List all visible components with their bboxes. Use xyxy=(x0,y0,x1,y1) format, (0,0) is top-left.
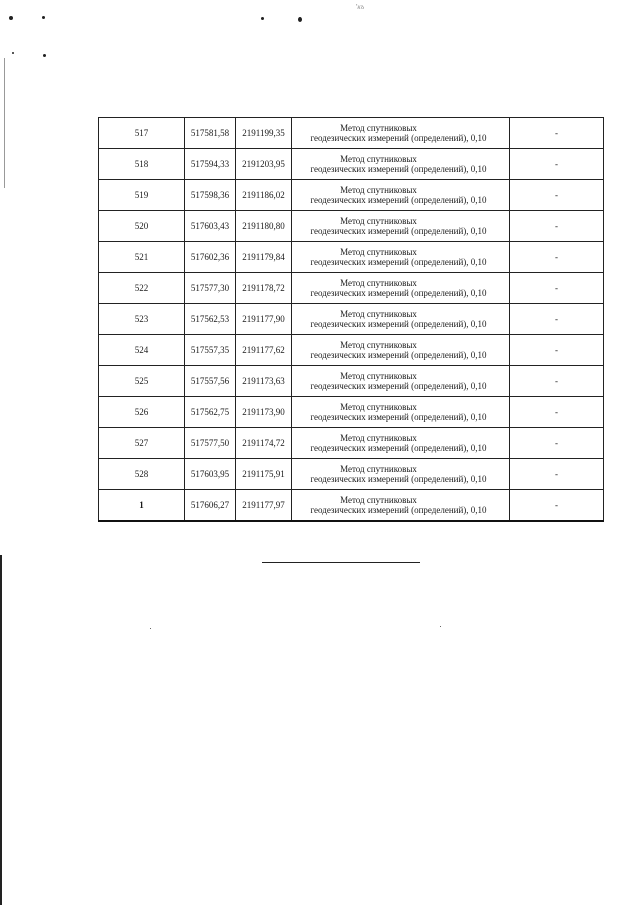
note-cell: - xyxy=(510,490,604,522)
point-number-cell: 526 xyxy=(99,397,185,428)
scan-speck xyxy=(261,17,264,20)
x-coordinate-cell: 517557,56 xyxy=(185,366,236,397)
point-number-cell: 522 xyxy=(99,273,185,304)
y-coordinate-cell: 2191174,72 xyxy=(236,428,292,459)
x-coordinate-cell: 517562,53 xyxy=(185,304,236,335)
note-cell: - xyxy=(510,459,604,490)
method-cell xyxy=(292,304,510,335)
note-cell: - xyxy=(510,335,604,366)
table-row xyxy=(99,180,604,211)
x-coordinate-cell: 517598,36 xyxy=(185,180,236,211)
page-mark: ’къ xyxy=(355,3,365,11)
point-number-cell: 1 xyxy=(99,490,185,522)
table-row xyxy=(99,118,604,149)
note-cell: - xyxy=(510,304,604,335)
table-row xyxy=(99,335,604,366)
y-coordinate-cell: 2191179,84 xyxy=(236,242,292,273)
method-line-1: Метод спутниковых xyxy=(340,185,417,195)
point-number-cell: 517 xyxy=(99,118,185,149)
method-line-2: геодезических измерений (определений), 0,10 xyxy=(310,474,487,484)
method-line-2: геодезических измерений (определений), 0,10 xyxy=(310,288,487,298)
note-cell: - xyxy=(510,273,604,304)
x-coordinate-cell: 517562,75 xyxy=(185,397,236,428)
y-coordinate-cell: 2191177,62 xyxy=(236,335,292,366)
method-line-1: Метод спутниковых xyxy=(340,464,417,474)
table-row xyxy=(99,428,604,459)
x-coordinate-cell: 517606,27 xyxy=(185,490,236,522)
method-cell xyxy=(292,180,510,211)
x-coordinate-cell: 517594,33 xyxy=(185,149,236,180)
y-coordinate-cell: 2191177,97 xyxy=(236,490,292,522)
method-line-2: геодезических измерений (определений), 0,10 xyxy=(310,381,487,391)
y-coordinate-cell: 2191177,90 xyxy=(236,304,292,335)
method-cell xyxy=(292,490,510,522)
scan-edge-top xyxy=(4,58,5,188)
method-cell xyxy=(292,149,510,180)
method-line-2: геодезических измерений (определений), 0,10 xyxy=(310,350,487,360)
note-cell: - xyxy=(510,211,604,242)
method-cell xyxy=(292,211,510,242)
method-cell xyxy=(292,366,510,397)
method-line-2: геодезических измерений (определений), 0,10 xyxy=(310,319,487,329)
method-line-1: Метод спутниковых xyxy=(340,433,417,443)
point-number-cell: 521 xyxy=(99,242,185,273)
signature-line xyxy=(262,562,420,563)
table-row xyxy=(99,242,604,273)
x-coordinate-cell: 517581,58 xyxy=(185,118,236,149)
table-row xyxy=(99,149,604,180)
method-line-1: Метод спутниковых xyxy=(340,278,417,288)
method-line-2: геодезических измерений (определений), 0,10 xyxy=(310,133,487,143)
x-coordinate-cell: 517603,43 xyxy=(185,211,236,242)
method-cell xyxy=(292,118,510,149)
coordinates-table xyxy=(98,117,604,522)
note-cell: - xyxy=(510,397,604,428)
y-coordinate-cell: 2191186,02 xyxy=(236,180,292,211)
point-number-cell: 519 xyxy=(99,180,185,211)
scan-speck xyxy=(42,16,45,19)
x-coordinate-cell: 517603,95 xyxy=(185,459,236,490)
y-coordinate-cell: 2191178,72 xyxy=(236,273,292,304)
point-number-cell: 527 xyxy=(99,428,185,459)
method-line-2: геодезических измерений (определений), 0,10 xyxy=(310,164,487,174)
y-coordinate-cell: 2191173,90 xyxy=(236,397,292,428)
x-coordinate-cell: 517602,36 xyxy=(185,242,236,273)
note-cell: - xyxy=(510,180,604,211)
scan-speck xyxy=(12,52,14,54)
note-cell: - xyxy=(510,118,604,149)
x-coordinate-cell: 517577,50 xyxy=(185,428,236,459)
table-row xyxy=(99,273,604,304)
method-line-1: Метод спутниковых xyxy=(340,402,417,412)
y-coordinate-cell: 2191180,80 xyxy=(236,211,292,242)
method-line-2: геодезических измерений (определений), 0,10 xyxy=(310,505,487,515)
point-number-cell: 528 xyxy=(99,459,185,490)
method-line-1: Метод спутниковых xyxy=(340,247,417,257)
y-coordinate-cell: 2191199,35 xyxy=(236,118,292,149)
method-line-2: геодезических измерений (определений), 0,10 xyxy=(310,226,487,236)
table-row xyxy=(99,459,604,490)
method-line-2: геодезических измерений (определений), 0,10 xyxy=(310,195,487,205)
y-coordinate-cell: 2191175,91 xyxy=(236,459,292,490)
method-line-1: Метод спутниковых xyxy=(340,309,417,319)
point-number-cell: 524 xyxy=(99,335,185,366)
note-cell: - xyxy=(510,242,604,273)
x-coordinate-cell: 517557,35 xyxy=(185,335,236,366)
x-coordinate-cell: 517577,30 xyxy=(185,273,236,304)
point-number-cell: 518 xyxy=(99,149,185,180)
method-line-1: Метод спутниковых xyxy=(340,495,417,505)
method-line-2: геодезических измерений (определений), 0,10 xyxy=(310,443,487,453)
method-line-2: геодезических измерений (определений), 0,10 xyxy=(310,257,487,267)
method-line-2: геодезических измерений (определений), 0,10 xyxy=(310,412,487,422)
table-row xyxy=(99,490,604,522)
scan-speck xyxy=(43,54,46,57)
note-cell: - xyxy=(510,428,604,459)
method-cell xyxy=(292,335,510,366)
method-line-1: Метод спутниковых xyxy=(340,340,417,350)
method-cell xyxy=(292,459,510,490)
scan-speck xyxy=(440,626,441,627)
scan-speck xyxy=(150,628,151,629)
point-number-cell: 523 xyxy=(99,304,185,335)
y-coordinate-cell: 2191203,95 xyxy=(236,149,292,180)
method-cell xyxy=(292,273,510,304)
point-number-cell: 525 xyxy=(99,366,185,397)
table-row xyxy=(99,304,604,335)
table-row xyxy=(99,397,604,428)
scan-speck xyxy=(9,16,13,20)
method-line-1: Метод спутниковых xyxy=(340,216,417,226)
table-row xyxy=(99,366,604,397)
scan-edge xyxy=(0,555,2,905)
table-row xyxy=(99,211,604,242)
method-line-1: Метод спутниковых xyxy=(340,123,417,133)
method-line-1: Метод спутниковых xyxy=(340,154,417,164)
method-cell xyxy=(292,428,510,459)
point-number-cell: 520 xyxy=(99,211,185,242)
note-cell: - xyxy=(510,149,604,180)
method-cell xyxy=(292,397,510,428)
method-line-1: Метод спутниковых xyxy=(340,371,417,381)
note-cell: - xyxy=(510,366,604,397)
method-cell xyxy=(292,242,510,273)
y-coordinate-cell: 2191173,63 xyxy=(236,366,292,397)
scan-speck xyxy=(298,17,302,22)
